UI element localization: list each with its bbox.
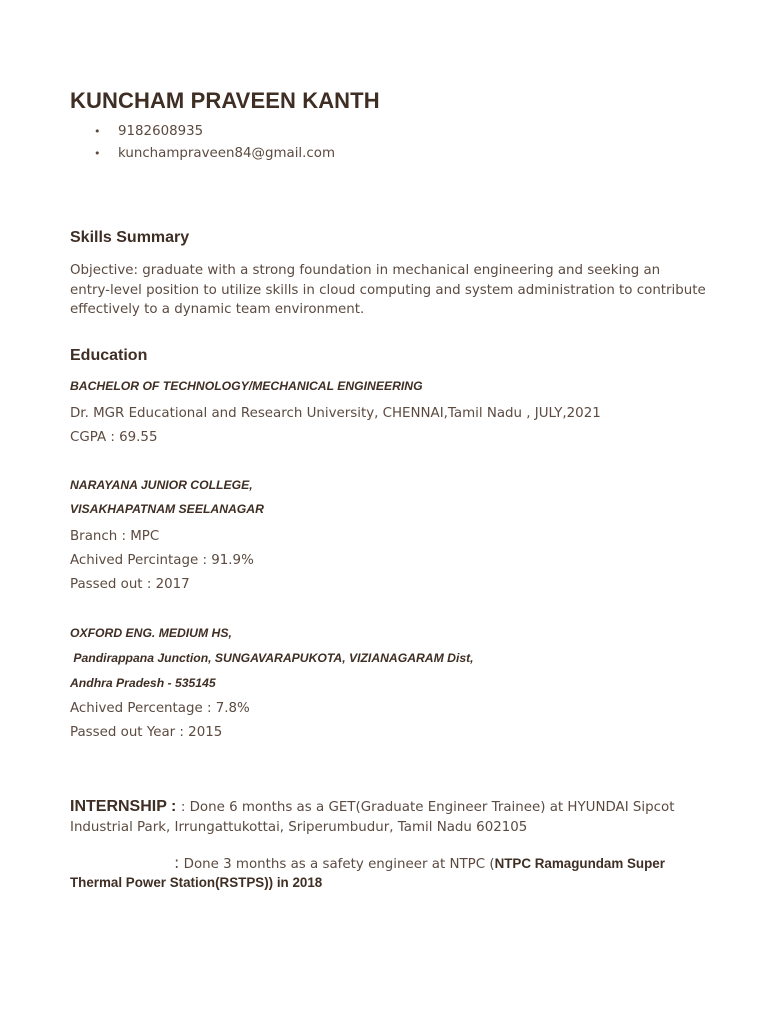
internship-label: INTERNSHIP : <box>70 798 181 815</box>
internship-entry-2-colon: : <box>174 853 180 872</box>
degree-cgpa: CGPA : 69.55 <box>70 430 158 445</box>
bullet-icon: • <box>94 125 101 138</box>
school-percentage: Achived Percentage : 7.8% <box>70 701 250 716</box>
internship-entry-1 <box>70 796 674 818</box>
degree-title: BACHELOR OF TECHNOLOGY/MECHANICAL ENGINEERING <box>70 379 423 393</box>
candidate-name: KUNCHAM PRAVEEN KANTH <box>70 88 380 113</box>
school-name: OXFORD ENG. MEDIUM HS, <box>70 626 232 640</box>
skills-line: Objective: graduate with a strong foundation in mechanical engineering and seeking an <box>70 263 661 278</box>
internship-entry-1-text: : Done 6 months as a GET(Graduate Engineer Trainee) at HYUNDAI Sipcot <box>180 800 675 815</box>
internship-entry-2-bold: NTPC Ramagundam Super <box>494 856 665 871</box>
school-address: Pandirappana Junction, SUNGAVARAPUKOTA, VIZIANAGARAM Dist, <box>70 651 474 665</box>
email-address[interactable]: kunchampraveen84@gmail.com <box>118 146 335 161</box>
skills-line: effectively to a dynamic team environment. <box>70 302 365 317</box>
junior-college-name: NARAYANA JUNIOR COLLEGE, <box>70 478 253 492</box>
internship-entry-2-text: Done 3 months as a safety engineer at NTPC ( <box>179 857 495 872</box>
phone-number: 9182608935 <box>118 124 204 139</box>
internship-entry-1-text-cont: Industrial Park, Irrungattukottai, Sriperumbudur, Tamil Nadu 602105 <box>70 820 528 835</box>
junior-college-passed: Passed out : 2017 <box>70 577 190 592</box>
junior-college-branch: Branch : MPC <box>70 529 160 544</box>
school-state: Andhra Pradesh - 535145 <box>70 676 216 690</box>
school-passed: Passed out Year : 2015 <box>70 725 223 740</box>
bullet-icon: • <box>94 147 101 160</box>
junior-college-location: VISAKHAPATNAM SEELANAGAR <box>70 502 264 516</box>
internship-entry-2-bold-cont: Thermal Power Station(RSTPS)) in 2018 <box>70 875 323 890</box>
junior-college-percentage: Achived Percintage : 91.9% <box>70 553 254 568</box>
degree-institution: Dr. MGR Educational and Research University, CHENNAI,Tamil Nadu , JULY,2021 <box>70 406 601 421</box>
skills-heading: Skills Summary <box>70 229 190 246</box>
education-heading: Education <box>70 347 148 364</box>
skills-line: entry-level position to utilize skills in cloud computing and system administration to contribute <box>70 283 706 298</box>
internship-entry-2 <box>174 853 665 875</box>
